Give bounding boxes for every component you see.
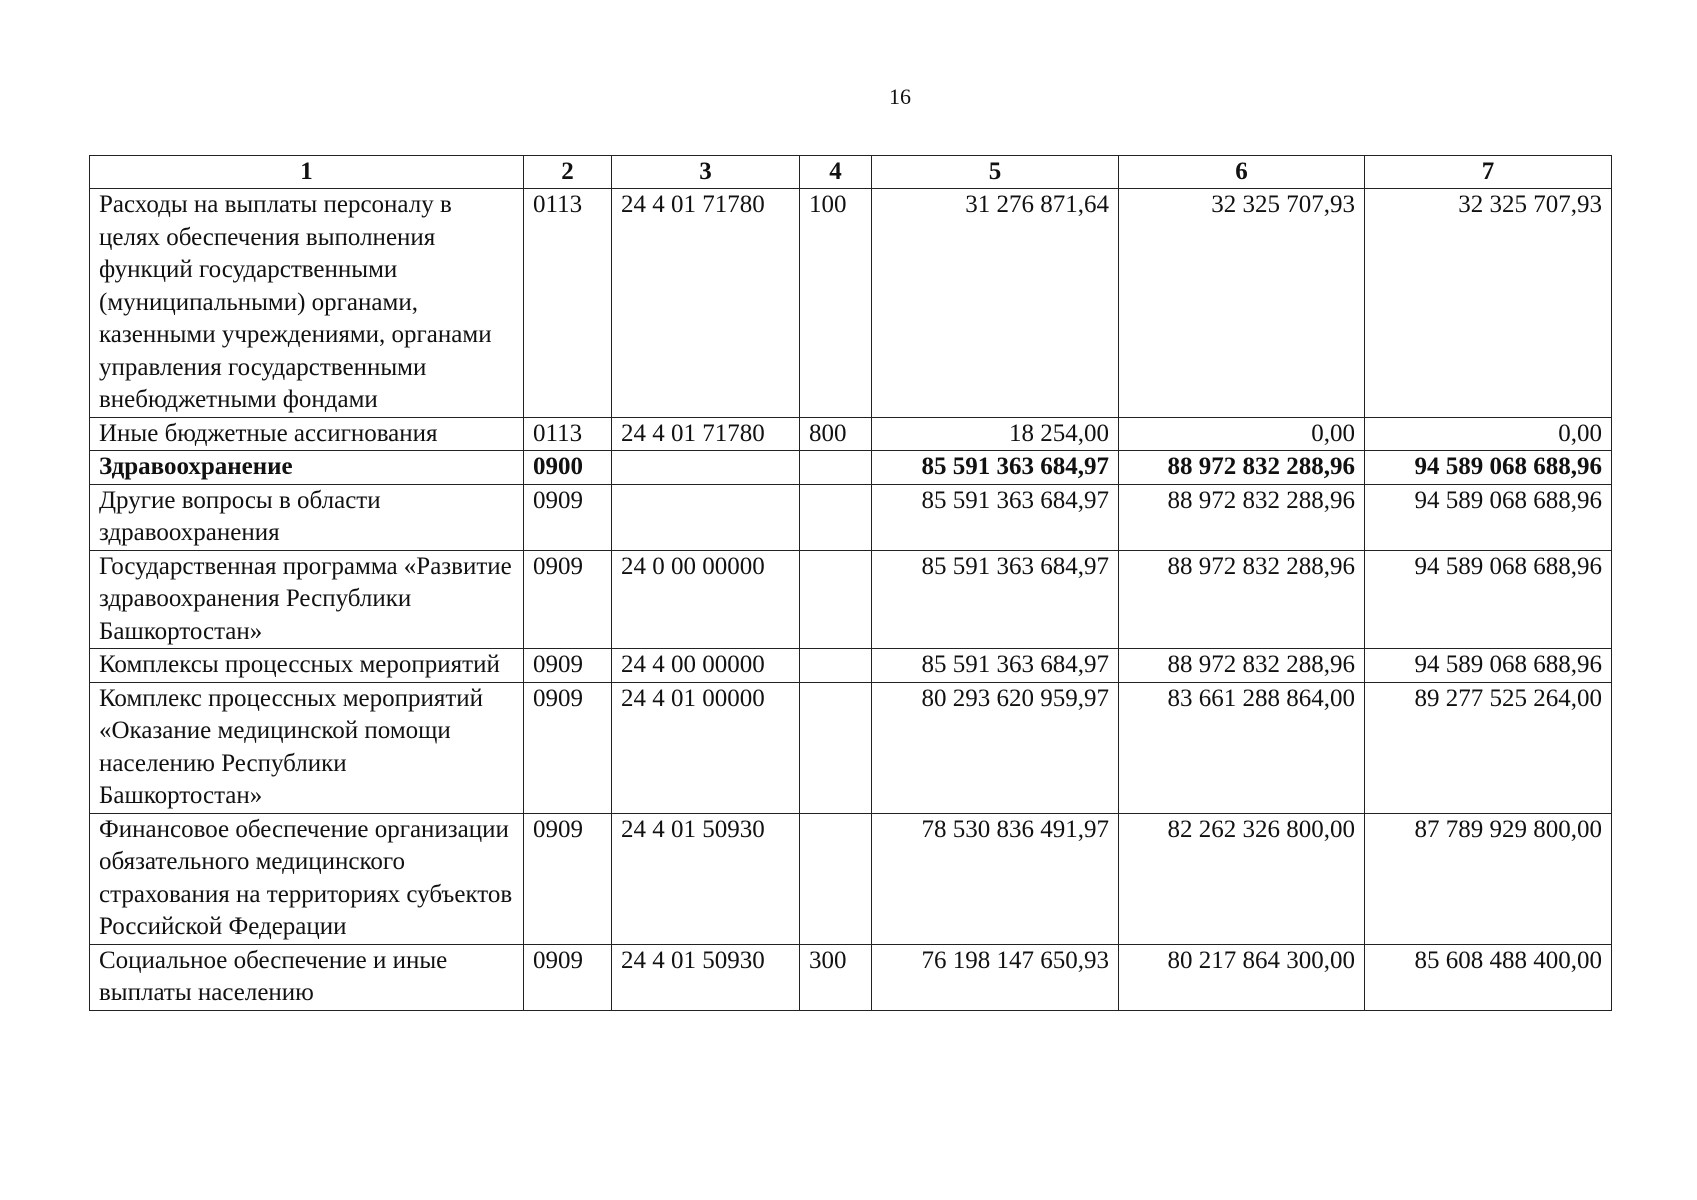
row-article: 24 4 01 71780	[612, 417, 800, 451]
row-article: 24 4 00 00000	[612, 649, 800, 683]
row-value-6: 32 325 707,93	[1119, 189, 1365, 418]
row-expense-type	[800, 682, 872, 813]
row-value-7: 94 589 068 688,96	[1365, 649, 1612, 683]
table-row	[90, 813, 1612, 944]
column-header: 2	[524, 156, 612, 189]
row-article	[612, 484, 800, 550]
row-value-6: 88 972 832 288,96	[1119, 484, 1365, 550]
page-number: 16	[889, 84, 911, 109]
table-body	[90, 189, 1612, 1011]
row-value-6: 0,00	[1119, 417, 1365, 451]
row-section: 0113	[524, 417, 612, 451]
row-expense-type: 800	[800, 417, 872, 451]
row-name: Финансовое обеспечение организации обязательного медицинского страхования на территориях субъектов Российской Федерации	[90, 813, 524, 944]
row-name: Другие вопросы в области здравоохранения	[90, 484, 524, 550]
row-value-6: 88 972 832 288,96	[1119, 649, 1365, 683]
table-row	[90, 189, 1612, 418]
table-row	[90, 944, 1612, 1010]
row-name: Государственная программа «Развитие здравоохранения Республики Башкортостан»	[90, 550, 524, 649]
row-value-5: 85 591 363 684,97	[872, 451, 1119, 485]
table-row	[90, 484, 1612, 550]
column-header: 3	[612, 156, 800, 189]
row-value-7: 94 589 068 688,96	[1365, 451, 1612, 485]
table-row	[90, 417, 1612, 451]
row-expense-type	[800, 451, 872, 485]
row-value-6: 83 661 288 864,00	[1119, 682, 1365, 813]
row-expense-type	[800, 813, 872, 944]
row-article	[612, 451, 800, 485]
row-value-6: 80 217 864 300,00	[1119, 944, 1365, 1010]
row-article: 24 4 01 00000	[612, 682, 800, 813]
table-row	[90, 649, 1612, 683]
row-article: 24 4 01 71780	[612, 189, 800, 418]
row-section: 0909	[524, 813, 612, 944]
column-header: 5	[872, 156, 1119, 189]
row-name: Комплекс процессных мероприятий «Оказание медицинской помощи населению Республики Башкортостан»	[90, 682, 524, 813]
column-header: 4	[800, 156, 872, 189]
row-name: Здравоохранение	[90, 451, 524, 485]
column-header: 6	[1119, 156, 1365, 189]
row-value-5: 76 198 147 650,93	[872, 944, 1119, 1010]
row-value-5: 18 254,00	[872, 417, 1119, 451]
column-header: 7	[1365, 156, 1612, 189]
row-section: 0113	[524, 189, 612, 418]
row-expense-type	[800, 649, 872, 683]
row-name: Расходы на выплаты персоналу в целях обеспечения выполнения функций государственными (муниципальными) органами, казенными учреждениями, органами управления государственными внебюджетными фондами	[90, 189, 524, 418]
table-header-row	[90, 156, 1612, 189]
row-expense-type	[800, 484, 872, 550]
row-value-5: 80 293 620 959,97	[872, 682, 1119, 813]
row-section: 0909	[524, 944, 612, 1010]
row-section: 0909	[524, 484, 612, 550]
row-value-7: 87 789 929 800,00	[1365, 813, 1612, 944]
row-value-5: 31 276 871,64	[872, 189, 1119, 418]
row-value-7: 94 589 068 688,96	[1365, 550, 1612, 649]
row-expense-type: 100	[800, 189, 872, 418]
row-name: Социальное обеспечение и иные выплаты населению	[90, 944, 524, 1010]
row-value-6: 88 972 832 288,96	[1119, 451, 1365, 485]
row-section: 0909	[524, 550, 612, 649]
column-header: 1	[90, 156, 524, 189]
row-value-7: 0,00	[1365, 417, 1612, 451]
budget-table	[89, 155, 1612, 1011]
row-value-6: 88 972 832 288,96	[1119, 550, 1365, 649]
row-value-7: 85 608 488 400,00	[1365, 944, 1612, 1010]
row-value-7: 94 589 068 688,96	[1365, 484, 1612, 550]
table-row	[90, 682, 1612, 813]
row-value-5: 85 591 363 684,97	[872, 649, 1119, 683]
row-value-7: 89 277 525 264,00	[1365, 682, 1612, 813]
row-expense-type	[800, 550, 872, 649]
row-article: 24 0 00 00000	[612, 550, 800, 649]
table-row	[90, 451, 1612, 485]
row-article: 24 4 01 50930	[612, 813, 800, 944]
row-section: 0909	[524, 649, 612, 683]
row-value-5: 85 591 363 684,97	[872, 484, 1119, 550]
row-article: 24 4 01 50930	[612, 944, 800, 1010]
row-section: 0900	[524, 451, 612, 485]
row-value-5: 85 591 363 684,97	[872, 550, 1119, 649]
row-section: 0909	[524, 682, 612, 813]
row-value-7: 32 325 707,93	[1365, 189, 1612, 418]
row-value-5: 78 530 836 491,97	[872, 813, 1119, 944]
row-name: Иные бюджетные ассигнования	[90, 417, 524, 451]
row-value-6: 82 262 326 800,00	[1119, 813, 1365, 944]
row-expense-type: 300	[800, 944, 872, 1010]
row-name: Комплексы процессных мероприятий	[90, 649, 524, 683]
table-row	[90, 550, 1612, 649]
